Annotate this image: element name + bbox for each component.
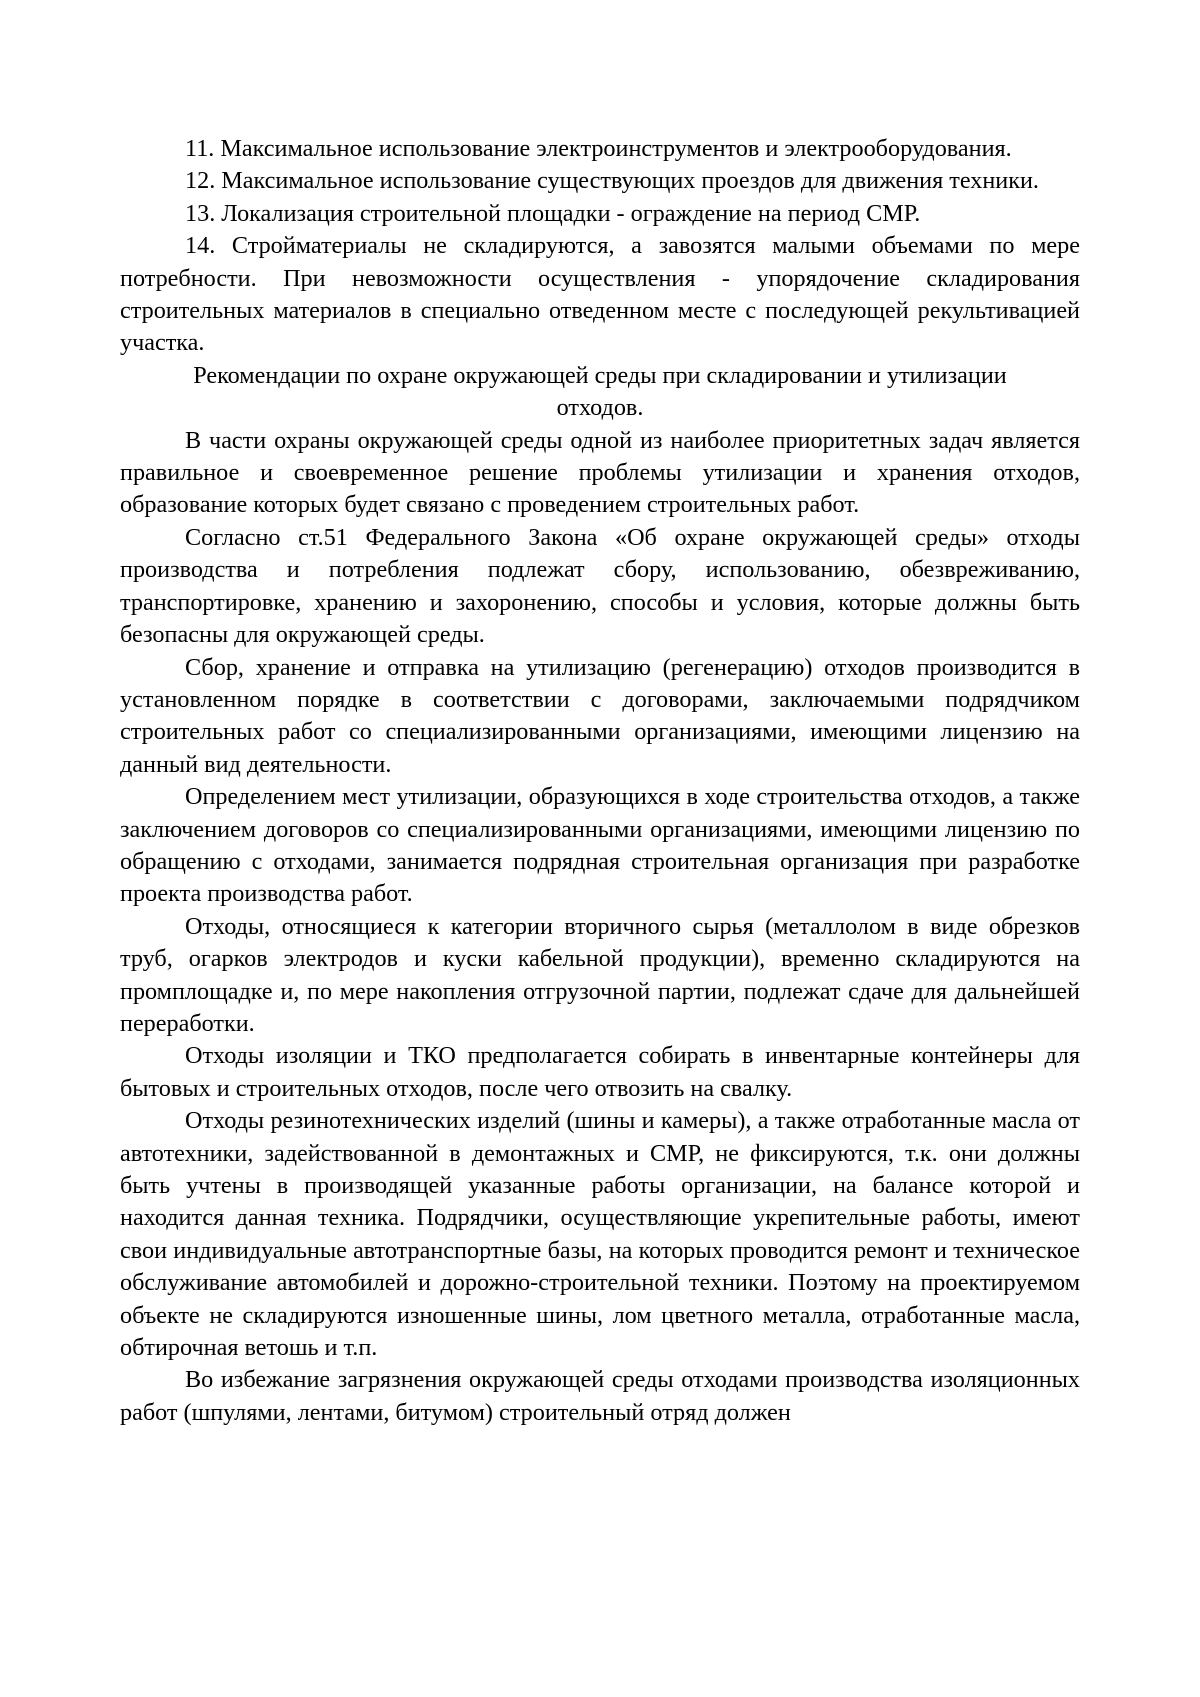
- paragraph-body-2: Согласно ст.51 Федерального Закона «Об охране окружающей среды» отходы производства и потребления подлежат сбору, использованию, обезвреживанию, транспортировке, хранению и захоронению, способы и условия, которые должны быть безопасны для окружающей среды.: [120, 523, 1080, 649]
- paragraph-body-8: Во избежание загрязнения окружающей среды отходами производства изоляционных работ (шпулями, лентами, битумом) строительный отряд должен: [120, 1366, 1080, 1426]
- paragraph-item-12: 12. Максимальное использование существующих проездов для движения техники.: [185, 167, 1039, 195]
- document-page: [120, 133, 1080, 1429]
- paragraph-item-13: 13. Локализация строительной площадки - ограждение на период СМР.: [185, 199, 921, 227]
- paragraph-body-3: Сбор, хранение и отправка на утилизацию (регенерацию) отходов производится в установленном порядке в соответствии с договорами, заключаемыми подрядчиком строительных работ со специализированными организациями, имеющими лицензию на данный вид деятельности.: [120, 653, 1080, 778]
- paragraph-body-6: Отходы изоляции и ТКО предполагается собирать в инвентарные контейнеры для бытовых и строительных отходов, после чего отвозить на свалку.: [120, 1042, 1080, 1102]
- paragraph-body-4: Определением мест утилизации, образующихся в ходе строительства отходов, а также заключением договоров со специализированными организациями, имеющими лицензию по обращению с отходами, занимается подрядная строительная организация при разработке проекта производства работ.: [120, 783, 1080, 908]
- paragraph-item-14: 14. Стройматериалы не складируются, а завозятся малыми объемами по мере потребности. При невозможности осуществления - упорядочение складирования строительных материалов в специально отведенном месте с последующей рекультивацией участка.: [120, 232, 1080, 357]
- paragraph-item-11: 11. Максимальное использование электроинструментов и электрооборудования.: [185, 135, 1012, 162]
- paragraph-body-1: В части охраны окружающей среды одной из наиболее приоритетных задач является правильное и своевременное решение проблемы утилизации и хранения отходов, образование которых будет связано с проведением строительных работ.: [120, 426, 1080, 519]
- section-heading: Рекомендации по охране окружающей среды при складировании и утилизации отходов.: [193, 361, 1007, 422]
- paragraph-body-5: Отходы, относящиеся к категории вторичного сырья (металлолом в виде обрезков труб, огарков электродов и куски кабельной продукции), временно складируются на промплощадке и, по мере накопления отгрузочной партии, подлежат сдаче для дальнейшей переработки.: [120, 912, 1080, 1037]
- paragraph-body-7: Отходы резинотехнических изделий (шины и камеры), а также отработанные масла от автотехники, задействованной в демонтажных и СМР, не фиксируются, т.к. они должны быть учтены в производящей указанные работы организации, на балансе которой и находится данная техника. Подрядчики, осуществляющие укрепительные работы, имеют свои индивидуальные автотранспортные базы, на которых проводится ремонт и техническое обслуживание автомобилей и дорожно-строительной техники. Поэтому на проектируемом объекте не складируются изношенные шины, лом цветного металла, отработанные масла, обтирочная ветошь и т.п.: [120, 1107, 1080, 1362]
